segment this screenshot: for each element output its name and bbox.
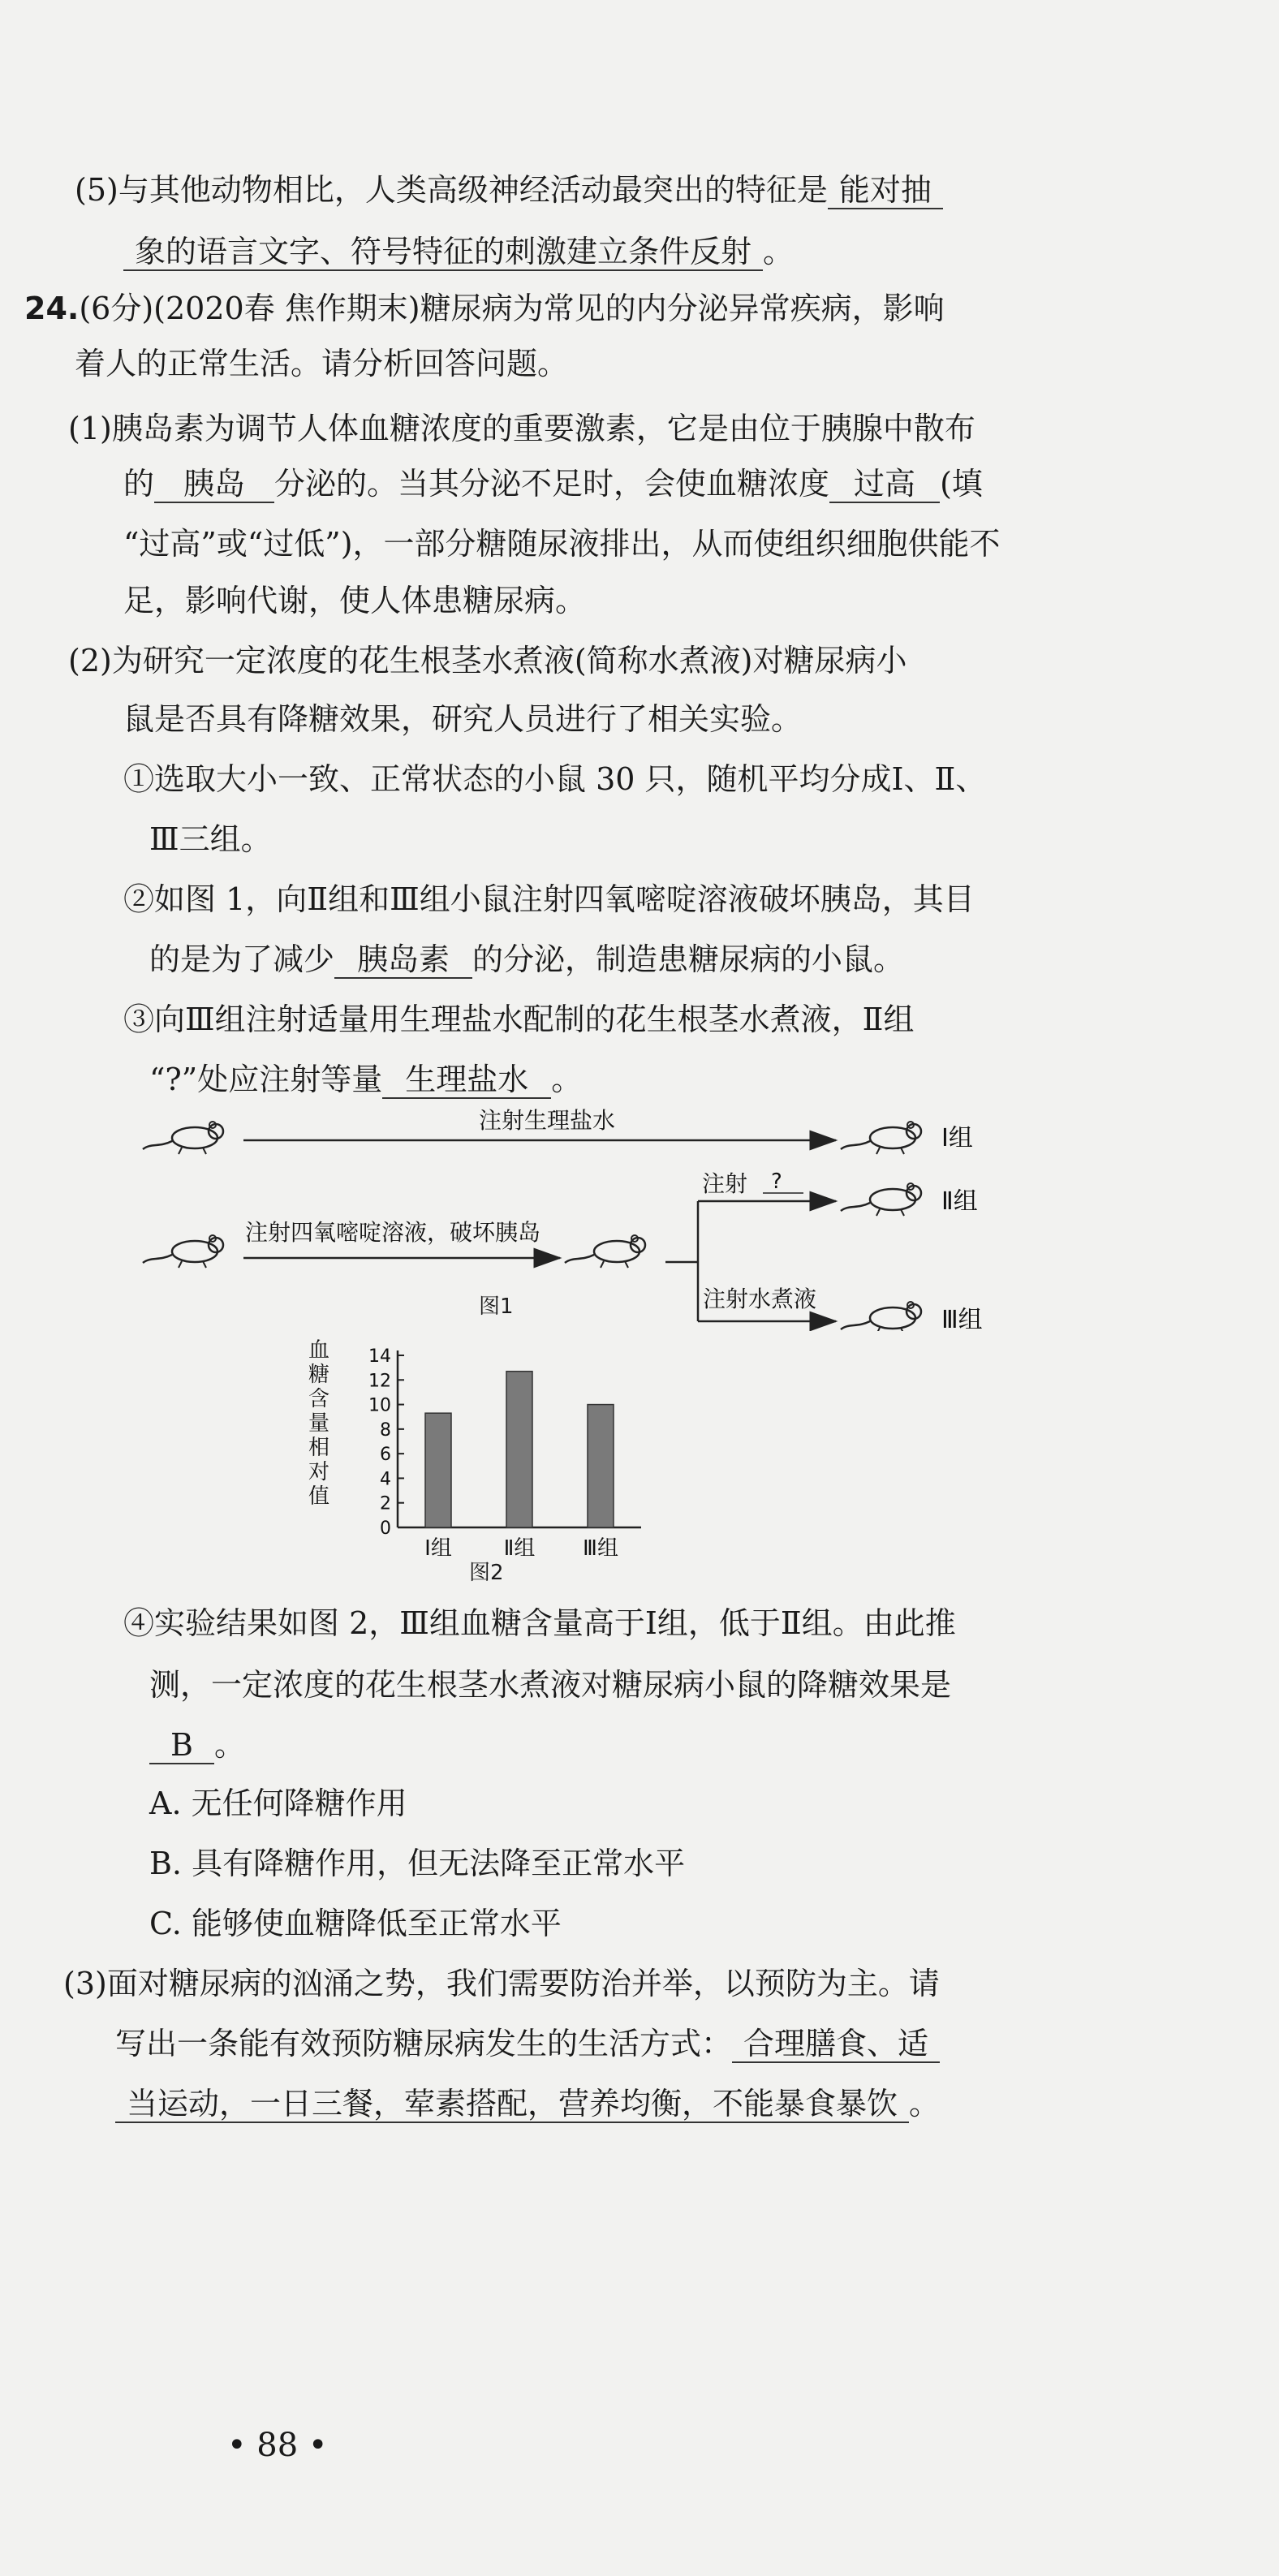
q24-step4-line3 — [149, 1725, 245, 1764]
q24-step2-answer: 胰岛素 — [334, 941, 472, 979]
q24-part3-answer-b: 当运动，一日三餐，荤素搭配，营养均衡，不能暴食暴饮 — [115, 2086, 909, 2123]
q23-part5-text: (5)与其他动物相比，人类高级神经活动最突出的特征是 — [75, 172, 828, 208]
q24-step1-line1: ①选取大小一致、正常状态的小鼠 30 只，随机平均分成Ⅰ、Ⅱ、 — [123, 761, 987, 797]
label-question: ? — [771, 1170, 782, 1194]
y-tick-label: 2 — [380, 1493, 391, 1514]
bar — [425, 1413, 451, 1527]
x-tick-label: Ⅱ组 — [503, 1536, 536, 1561]
q24-stem-line1 — [24, 289, 945, 328]
x-tick-label: Ⅲ组 — [583, 1536, 618, 1561]
q24-step3-line2 — [149, 1060, 582, 1099]
y-axis-label-char: 对 — [308, 1460, 330, 1484]
label-group3: Ⅲ组 — [941, 1306, 983, 1331]
q24-step4-end: 。 — [213, 1727, 245, 1763]
y-axis-label-char: 含 — [308, 1387, 330, 1411]
y-axis-label-char: 相 — [308, 1436, 330, 1460]
y-tick-label: 14 — [368, 1346, 391, 1367]
mouse-icon — [143, 1235, 223, 1268]
q24-step1-line2: Ⅲ三组。 — [149, 821, 272, 857]
x-tick-label: Ⅰ组 — [424, 1536, 452, 1561]
q24-option-b: B. 具有降糖作用，但无法降至正常水平 — [149, 1846, 686, 1881]
mouse-icon — [841, 1302, 921, 1331]
q23-part5-line1 — [75, 170, 943, 209]
label-saline: 注射生理盐水 — [479, 1107, 616, 1134]
q24-step3-text-a: “?”处应注射等量 — [149, 1062, 383, 1097]
q24-step4-answer: B — [149, 1727, 214, 1764]
label-water: 注射水煮液 — [703, 1286, 817, 1312]
q24-part1-line1: (1)胰岛素为调节人体血糖浓度的重要激素，它是由位于胰腺中散布 — [68, 411, 975, 446]
q24-part3-line2 — [115, 2024, 940, 2063]
q24-step3-answer: 生理盐水 — [382, 1062, 551, 1099]
y-axis-label-char: 血 — [308, 1339, 330, 1363]
q24-part3-text-a: 写出一条能有效预防糖尿病发生的生活方式： — [115, 2026, 733, 2061]
label-group2: Ⅱ组 — [941, 1187, 978, 1216]
label-destroy: 注射四氧嘧啶溶液，破坏胰岛 — [245, 1219, 541, 1246]
y-tick-label: 10 — [368, 1395, 391, 1416]
q24-part3-answer-a: 合理膳食、适 — [732, 2026, 940, 2063]
q24-part1-answer-2: 过高 — [829, 466, 940, 503]
figure1-diagram — [138, 1104, 1039, 1331]
q24-part3-line1: (3)面对糖尿病的汹涌之势，我们需要防治并举，以预防为主。请 — [63, 1966, 940, 2001]
q23-part5-answer-b: 象的语言文字、符号特征的刺激建立条件反射 — [123, 234, 763, 271]
q24-option-a: A. 无任何降糖作用 — [149, 1786, 407, 1821]
q24-part1-answer-1: 胰岛 — [154, 466, 274, 503]
figure2-caption: 图2 — [469, 1561, 504, 1585]
q24-part1-line3: “过高”或“过低”)，一部分糖随尿液排出，从而使组织细胞供能不 — [123, 526, 1001, 562]
mouse-icon — [841, 1122, 921, 1154]
q24-part1-text-c: (填 — [940, 466, 983, 502]
q24-part3-line3 — [115, 2084, 940, 2123]
q24-option-c: C. 能够使血糖降低至正常水平 — [149, 1906, 562, 1941]
mouse-icon — [565, 1235, 645, 1268]
q24-step4-line2: 测，一定浓度的花生根茎水煮液对糖尿病小鼠的降糖效果是 — [149, 1667, 952, 1703]
q24-number: 24. — [24, 291, 80, 326]
q24-step2-text-b: 的分泌，制造患糖尿病的小鼠。 — [472, 941, 905, 977]
y-tick-label: 6 — [380, 1445, 391, 1466]
q24-part2-line2: 鼠是否具有降糖效果，研究人员进行了相关实验。 — [123, 701, 803, 737]
q24-step2-line2 — [149, 940, 904, 979]
q24-step3-line1: ③向Ⅲ组注射适量用生理盐水配制的花生根茎水煮液，Ⅱ组 — [123, 1002, 915, 1037]
q24-part1-text-b: 分泌的。当其分泌不足时，会使血糖浓度 — [274, 466, 830, 502]
q24-part3-end: 。 — [909, 2086, 941, 2122]
q24-part1-text-a: 的 — [123, 466, 155, 502]
q24-part1-line2 — [123, 464, 983, 503]
label-inject: 注射 — [702, 1170, 748, 1197]
y-axis-label-char: 量 — [308, 1411, 330, 1436]
q24-step4-line1: ④实验结果如图 2，Ⅲ组血糖含量高于Ⅰ组，低于Ⅱ组。由此推 — [123, 1605, 956, 1641]
bar — [506, 1372, 532, 1527]
y-tick-label: 0 — [380, 1518, 391, 1539]
q24-stem-line2: 着人的正常生活。请分析回答问题。 — [75, 346, 569, 381]
q24-step3-text-b: 。 — [551, 1062, 583, 1097]
mouse-icon — [143, 1122, 223, 1154]
label-group1: Ⅰ组 — [941, 1124, 973, 1152]
mouse-icon — [841, 1183, 921, 1216]
y-tick-label: 12 — [368, 1371, 391, 1392]
y-axis-label-char: 值 — [308, 1484, 330, 1509]
q24-step2-line1: ②如图 1，向Ⅱ组和Ⅲ组小鼠注射四氧嘧啶溶液破坏胰岛，其目 — [123, 881, 975, 917]
y-axis-label-char: 糖 — [308, 1363, 330, 1387]
figure2-bar-chart — [292, 1339, 682, 1574]
page-number: • 88 • — [227, 2427, 328, 2464]
figure1-caption: 图1 — [479, 1294, 514, 1319]
q23-part5-answer-a: 能对抽 — [828, 172, 943, 209]
q24-part1-line4: 足，影响代谢，使人体患糖尿病。 — [123, 583, 587, 618]
y-tick-label: 8 — [380, 1419, 391, 1441]
q24-step2-text-a: 的是为了减少 — [149, 941, 335, 977]
q24-stem-text-1: (6分)(2020春 焦作期末)糖尿病为常见的内分泌异常疾病，影响 — [79, 291, 945, 326]
y-tick-label: 4 — [380, 1469, 391, 1490]
q23-part5-line2 — [123, 232, 794, 271]
q23-part5-end: 。 — [763, 234, 795, 269]
bar — [588, 1405, 614, 1527]
q24-part2-line1: (2)为研究一定浓度的花生根茎水煮液(简称水煮液)对糖尿病小 — [68, 643, 907, 678]
